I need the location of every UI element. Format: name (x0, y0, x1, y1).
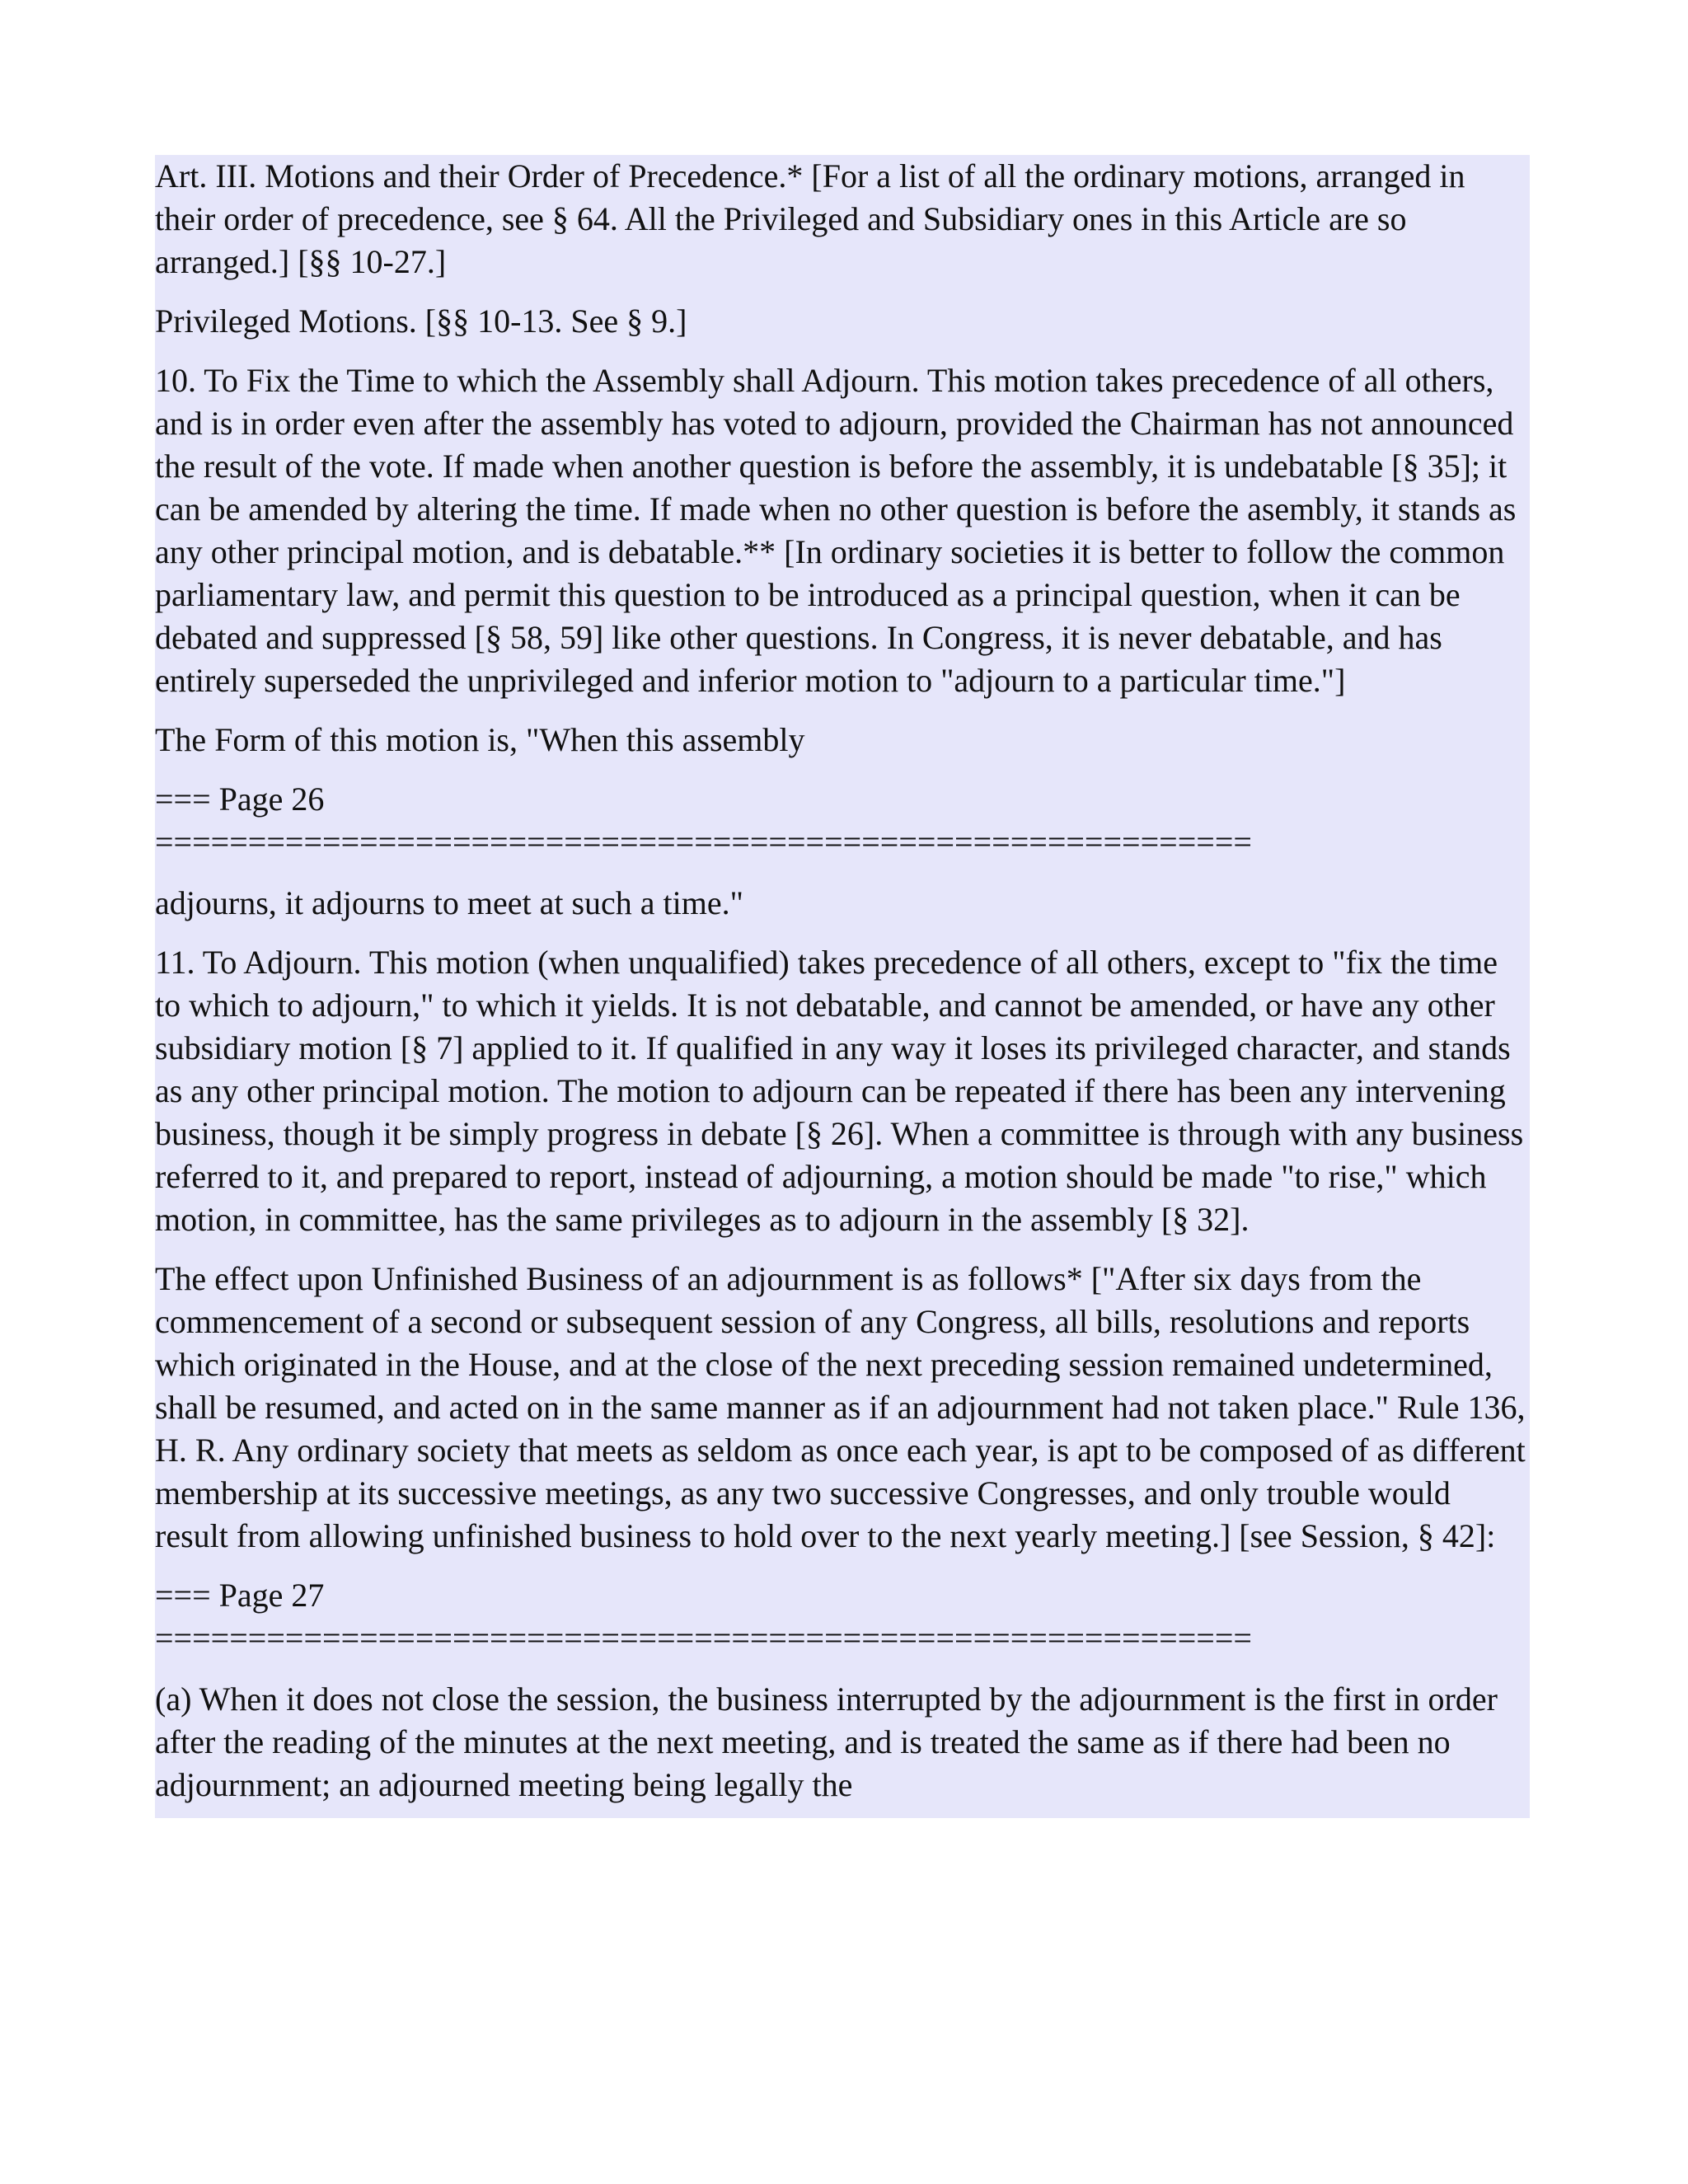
page-number-label: === Page 26 (155, 780, 325, 818)
clause-a-paragraph: (a) When it does not close the session, the business interrupted by the adjournment is the first in order after the reading of the minutes at the next meeting, and is treated the same as if there had been no adjournment; an adjourned meeting being legally the (155, 1680, 1498, 1803)
unfinished-business-paragraph: The effect upon Unfinished Business of an adjournment is as follows* ["After six days from the commencement of a second or subsequent session of any Congress, all bills, resolutions and reports which originated in the House, and at the close of the next preceding session remained undetermined, shall be resumed, and acted on in the same manner as if an adjournment had not taken place." Rule 136, H. R. Any ordinary society that meets as seldom as once each year, is apt to be composed of as different membership at its successive meetings, as any two successive Congresses, and only trouble would result from allowing unfinished business to hold over to the next yearly meeting.] [see Session, § 42]: (155, 1260, 1526, 1554)
section-11-paragraph: 11. To Adjourn. This motion (when unqualified) takes precedence of all others, except to "fix the time to which to adjourn," to which it yields. It is not debatable, and cannot be amended, or have any other subsidiary motion [§ 7] applied to it. If qualified in any way it loses its privileged character, and stands as any other principal motion. The motion to adjourn can be repeated if there has been any intervening business, though it be simply progress in debate [§ 26]. When a committee is through with any business referred to it, and prepared to report, instead of adjourning, a motion should be made "to rise," which motion, in committee, has the same privileges as to adjourn in the assembly [§ 32]. (155, 944, 1524, 1238)
form-of-motion-continuation: adjourns, it adjourns to meet at such a time." (155, 884, 743, 921)
section-heading-paragraph: Privileged Motions. [§§ 10-13. See § 9.] (155, 302, 687, 340)
document-text-block (155, 155, 1530, 1818)
form-of-motion-paragraph: The Form of this motion is, "When this assembly (155, 721, 805, 758)
page-break-27 (155, 1574, 1530, 1660)
page-number-label: === Page 27 (155, 1577, 325, 1614)
page-break-26 (155, 778, 1530, 864)
section-10-paragraph: 10. To Fix the Time to which the Assembly shall Adjourn. This motion takes precedence of all others, and is in order even after the assembly has voted to adjourn, provided the Chairman has not announced the result of the vote. If made when another question is before the assembly, it is undebatable [§ 35]; it can be amended by altering the time. If made when no other question is before the asembly, it stands as any other principal motion, and is debatable.** [In ordinary societies it is better to follow the common parliamentary law, and permit this question to be introduced as a principal question, when it can be debated and suppressed [§ 58, 59] like other questions. In Congress, it is never debatable, and has entirely superseded the unprivileged and inferior motion to "adjourn to a particular time."] (155, 362, 1517, 699)
page-divider-rule: =========================================================== (155, 1619, 1252, 1657)
article-heading-paragraph: Art. III. Motions and their Order of Precedence.* [For a list of all the ordinary motions, arranged in their order of precedence, see § 64. All the Privileged and Subsidiary ones in this Article are so arranged.] [§§ 10-27.] (155, 157, 1465, 280)
page-divider-rule: =========================================================== (155, 823, 1252, 860)
